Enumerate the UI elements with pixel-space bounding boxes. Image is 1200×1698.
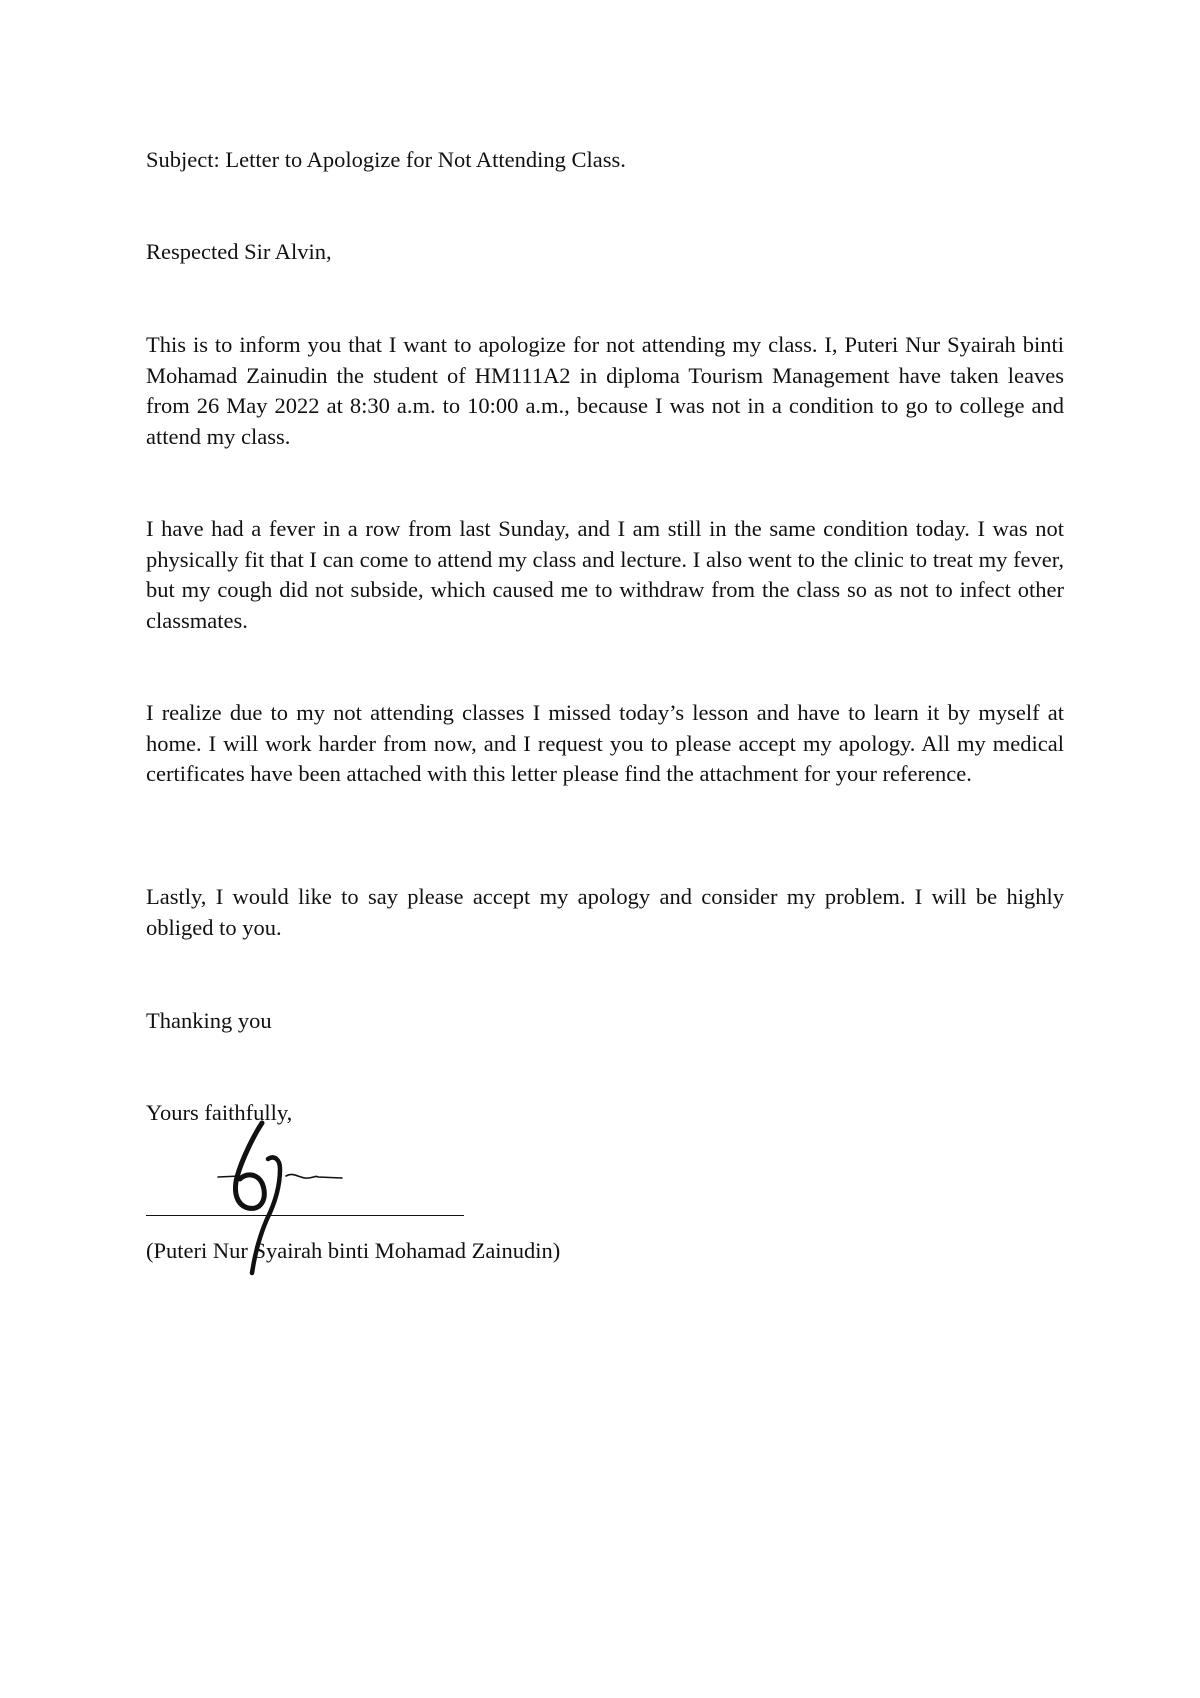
letter-closing: Yours faithfully, — [146, 1100, 293, 1125]
letter-thanks: Thanking you — [146, 1008, 272, 1033]
signatory-name: (Puteri Nur Syairah binti Mohamad Zainudin) — [146, 1238, 561, 1263]
body-paragraph: I realize due to my not attending classes I missed today’s lesson and have to learn it by myself at home. I will work harder from now, and I request you to please accept my apology. All my medical certificates have been attached with this letter please find the attachment for your reference. — [146, 700, 1064, 786]
body-paragraph: Lastly, I would like to say please accept my apology and consider my problem. I will be highly obliged to you. — [146, 884, 1064, 940]
body-paragraph: I have had a fever in a row from last Sunday, and I am still in the same condition today. I was not physically fit that I can come to attend my class and lecture. I also went to the clinic to treat my fever, but my cough did not subside, which caused me to withdraw from the class so as not to infect other classmates. — [146, 516, 1064, 633]
body-paragraph: This is to inform you that I want to apologize for not attending my class. I, Puteri Nur Syairah binti Mohamad Zainudin the student of HM111A2 in diploma Tourism Management have taken leaves from 26 May 2022 at 8:30 a.m. to 10:00 a.m., because I was not in a condition to go to college and attend my class. — [146, 332, 1064, 449]
letter-subject: Subject: Letter to Apologize for Not Attending Class. — [146, 147, 626, 172]
letter-greeting: Respected Sir Alvin, — [146, 239, 332, 264]
